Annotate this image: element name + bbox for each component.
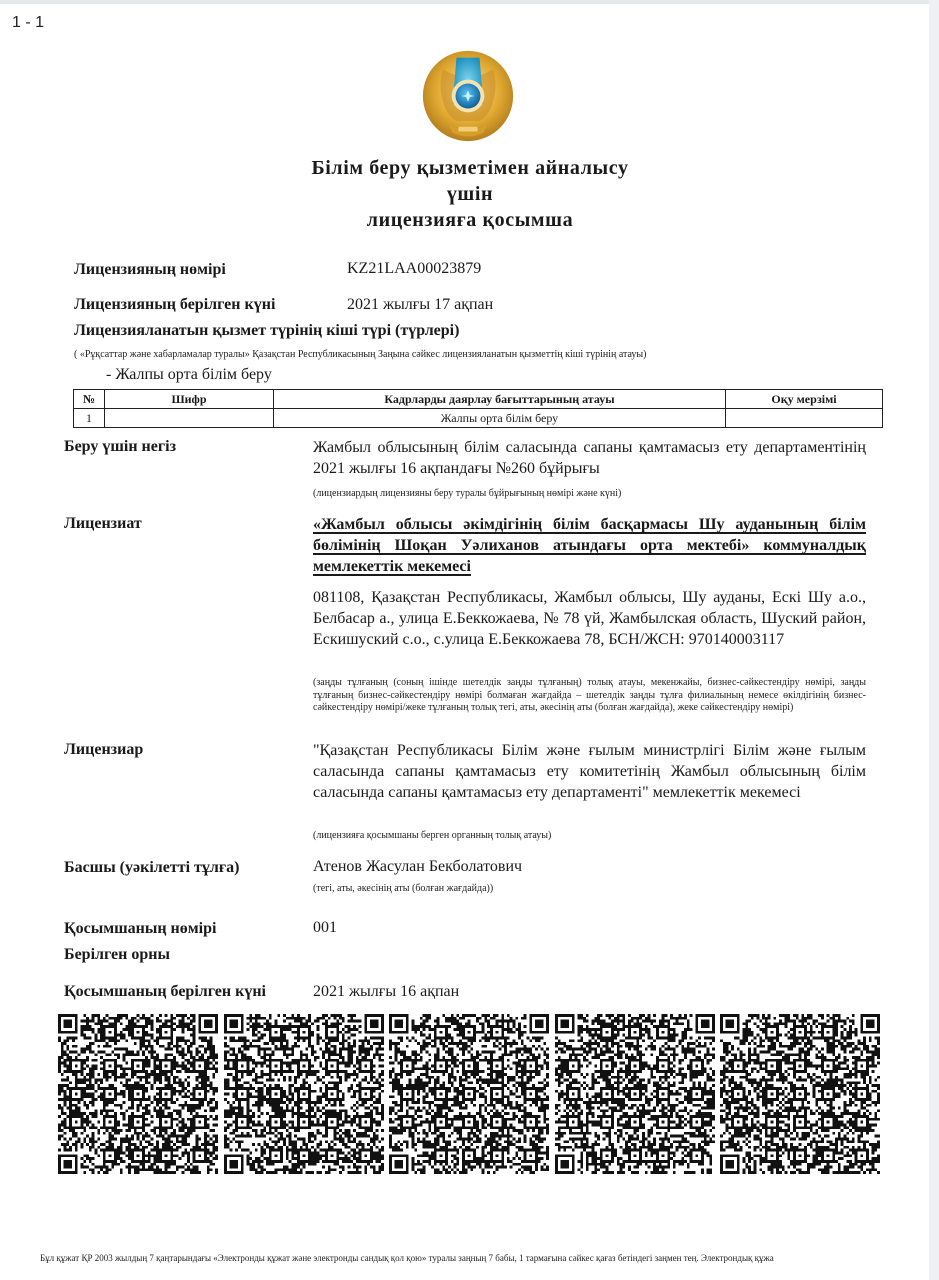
licensee-address: 081108, Қазақстан Республикасы, Жамбыл облысы, Шу ауданы, Ескі Шу а.о., Белбасар а., улица Е.Беккожаева, № 78 үй, Жамбылская область, Шуский район, Ескишуский с.о., с.улица Е.Беккожаева 78, БСН/ЖСН: 970140003117 — [313, 589, 866, 648]
col-header-code: Шифр — [105, 390, 274, 409]
licensor-value: "Қазақстан Республикасы Білім және ғылым министрлігі Білім және ғылым саласында сапаны қамтамасыз ету комитетінің Жамбыл облысының білім саласында сапаны қамтамасыз ету департаменті" мемлекеттік мекемесі — [313, 742, 866, 801]
head-note: (тегі, аты, әкесінің аты (болған жағдайда)) — [313, 883, 494, 894]
basis-label: Беру үшін негіз — [64, 438, 176, 455]
cell-number: 1 — [74, 409, 105, 428]
page-indicator: 1 - 1 — [12, 14, 45, 31]
qr-code-row — [58, 1014, 880, 1176]
appendix-date-label: Қосымшаның берілген күні — [64, 983, 266, 1000]
col-header-study-period: Оқу мерзімі — [726, 390, 883, 409]
license-date-value: 2021 жылғы 17 ақпан — [347, 296, 494, 313]
subtypes-label: Лицензияланатын қызмет түрінің кіші түрі (түрлері) — [74, 322, 460, 339]
license-number-label: Лицензияның нөмірі — [74, 261, 226, 278]
head-value: Атенов Жасулан Бекболатович — [313, 858, 523, 875]
issue-place-label: Берілген орны — [64, 946, 170, 963]
qr-code-icon — [720, 1014, 880, 1174]
title-line-2: үшін — [446, 183, 494, 205]
licensee-note: (заңды тұлғаның (соның ішінде шетелдік заңды тұлғаның) толық атауы, мекенжайы, бизнес-сәйкестендіру нөмірі, заңды тұлғаның бизнес-сәйкестендіру нөмірі болмаған жағдайда – шетелдік заңды тұлға филиалының немесе өкілдігінің бизнес-сәйкестендіру нөмірі/жеке тұлғаның толық тегі, аты, әкесінің аты (болған жағдайда), жеке сәйкестендіру нөмірі) — [313, 677, 866, 713]
subtypes-note: ( «Рұқсаттар және хабарламалар туралы» Қазақстан Республикасының Заңына сәйкес лицензияланатын қызметтің кіші түрінің атауы) — [74, 349, 647, 360]
basis-note: (лицензиардың лицензияны беру туралы бұйрығының нөмірі және күні) — [313, 488, 622, 499]
cell-code — [105, 409, 274, 428]
appendix-date-value: 2021 жылғы 16 ақпан — [313, 983, 460, 1000]
licensee-name: «Жамбыл облысы әкімдігінің білім басқармасы Шу ауданының білім бөлімінің Шоқан Уәлиханов атындағы орта мектебі» коммуналдық мемлекеттік мекемесі — [313, 516, 866, 575]
licensor-note: (лицензияға қосымшаны берген органның толық атауы) — [313, 830, 552, 841]
training-directions-table — [73, 389, 883, 428]
state-emblem-icon — [419, 48, 517, 144]
licensor-label: Лицензиар — [64, 741, 144, 758]
appendix-number-value: 001 — [313, 919, 337, 936]
appendix-number-label: Қосымшаның нөмірі — [64, 920, 217, 937]
license-date-label: Лицензияның берілген күні — [74, 296, 276, 313]
qr-code-icon — [224, 1014, 384, 1174]
col-header-direction-name: Кадрларды даярлау бағыттарының атауы — [274, 390, 726, 409]
title-line-1: Білім беру қызметімен айналысу — [311, 157, 629, 179]
table-row — [74, 409, 883, 428]
viewer-top-bar — [0, 0, 939, 4]
qr-code-icon — [555, 1014, 715, 1174]
licensee-label: Лицензиат — [64, 515, 142, 532]
table-header-row — [74, 390, 883, 409]
subtype-item: - Жалпы орта білім беру — [106, 366, 272, 383]
qr-code-icon — [389, 1014, 549, 1174]
cell-direction-name: Жалпы орта білім беру — [274, 409, 726, 428]
basis-value: Жамбыл облысының білім саласында сапаны қамтамасыз ету департаментінің 2021 жылғы 16 ақпандағы №260 бұйрығы — [313, 439, 866, 477]
document-title — [240, 155, 700, 233]
col-header-number: № — [74, 390, 105, 409]
viewer-scrollbar[interactable] — [929, 0, 939, 1280]
qr-code-icon — [58, 1014, 218, 1174]
cell-study-period — [726, 409, 883, 428]
head-label: Басшы (уәкілетті тұлға) — [64, 859, 240, 876]
legal-footer-note: Бұл құжат ҚР 2003 жылдың 7 қаңтарындағы «Электронды құжат және электронды сандық қол қою» туралы заңның 7 бабы, 1 тармағына сәйкес қағаз бетіндегі заңмен тең. Электрондық құжа — [40, 1253, 774, 1263]
license-number-value: KZ21LAA00023879 — [347, 260, 482, 277]
title-line-3: лицензияға қосымша — [366, 209, 574, 231]
